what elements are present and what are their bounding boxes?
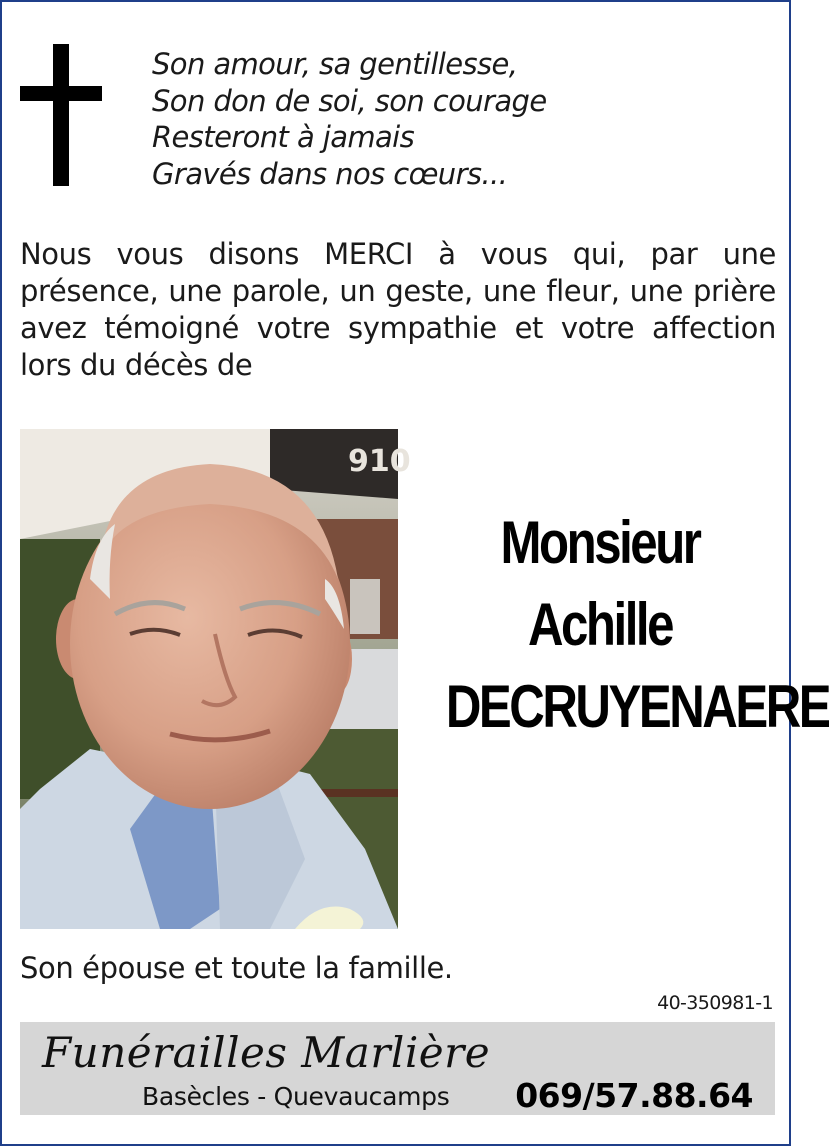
- deceased-first-name: Achille: [527, 591, 673, 658]
- reference-number: 40-350981-1: [657, 992, 773, 1014]
- photo-sign-text: 910: [348, 444, 411, 479]
- poem-line: Son amour, sa gentillesse,: [152, 47, 518, 81]
- funeral-home-locations: Basècles - Quevaucamps: [142, 1082, 450, 1111]
- deceased-name: [412, 502, 829, 748]
- portrait-photo: [20, 429, 411, 929]
- funeral-home-phone: 069/57.88.64: [515, 1076, 753, 1115]
- poem-line: Son don de soi, son courage: [152, 83, 547, 118]
- cross-icon: [20, 44, 102, 186]
- poem: [152, 46, 547, 192]
- family-signature: Son épouse et toute la famille.: [20, 951, 453, 985]
- funeral-home-banner: [20, 1022, 775, 1115]
- deceased-last-name: DECRUYENAERE: [445, 673, 829, 740]
- thanks-paragraph: Nous vous disons MERCI à vous qui, par une présence, une parole, un geste, une fleur, une prière avez témoigné votre sympathie et votre affection lors du décès de: [20, 237, 776, 382]
- poem-line: Gravés dans nos cœurs...: [152, 156, 508, 191]
- funeral-home-logo: Funérailles Marlière: [42, 1028, 491, 1077]
- poem-line: Resteront à jamais: [152, 120, 415, 154]
- deceased-title: Monsieur: [500, 509, 700, 576]
